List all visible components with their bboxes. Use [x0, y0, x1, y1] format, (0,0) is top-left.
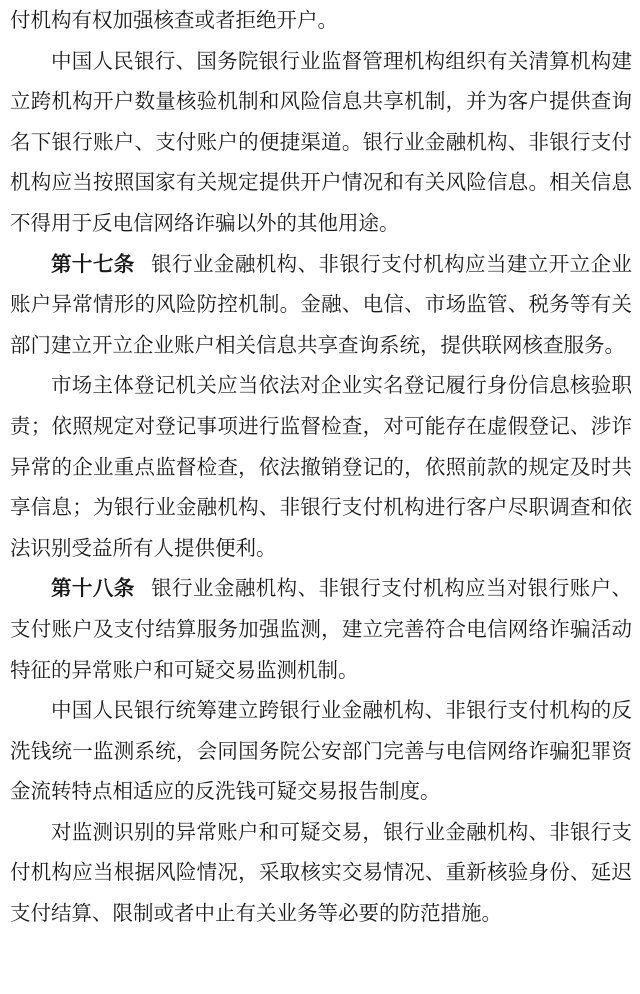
paragraph: [10, 41, 632, 244]
paragraph: [10, 812, 632, 934]
paragraph: [10, 690, 632, 812]
paragraph-text: 中国人民银行、国务院银行业监督管理机构组织有关清算机构建立跨机构开户数量核验机制和风险信息共享机制，并为客户提供查询名下银行账户、支付账户的便捷渠道。银行业金融机构、非银行支付机构应当按照国家有关规定提供开户情况和有关风险信息。相关信息不得用于反电信网络诈骗以外的其他用途。: [10, 48, 632, 235]
paragraph: [10, 0, 632, 41]
paragraph-text: 银行业金融机构、非银行支付机构应当建立开立企业账户异常情形的风险防控机制。金融、电信、市场监管、税务等有关部门建立开立企业账户相关信息共享查询系统，提供联网核查服务。: [10, 251, 633, 357]
article-18-paragraph: [10, 568, 632, 690]
paragraph-text: 对监测识别的异常账户和可疑交易，银行业金融机构、非银行支付机构应当根据风险情况，采取核实交易情况、重新核验身份、延迟支付结算、限制或者中止有关业务等必要的防范措施。: [10, 819, 632, 926]
paragraph: [10, 365, 632, 568]
paragraph-text: 银行业金融机构、非银行支付机构应当对银行账户、支付账户及支付结算服务加强监测，建立完善符合电信网络诈骗活动特征的异常账户和可疑交易监测机制。: [10, 576, 633, 682]
article-heading: 第十七条: [51, 251, 135, 276]
paragraph-text: 市场主体登记机关应当依法对企业实名登记履行身份信息核验职责；依照规定对登记事项进行监督检查，对可能存在虚假登记、涉诈异常的企业重点监督检查，依法撤销登记的，依照前款的规定及时共享信息；为银行业金融机构、非银行支付机构进行客户尽职调查和依法识别受益所有人提供便利。: [10, 373, 632, 560]
paragraph-text: 付机构有权加强核查或者拒绝开户。: [10, 8, 338, 32]
article-heading: 第十八条: [51, 576, 135, 601]
paragraph-text: 中国人民银行统筹建立跨银行业金融机构、非银行支付机构的反洗钱统一监测系统，会同国务院公安部门完善与电信网络诈骗犯罪资金流转特点相适应的反洗钱可疑交易报告制度。: [10, 698, 632, 804]
article-17-paragraph: [10, 244, 632, 366]
